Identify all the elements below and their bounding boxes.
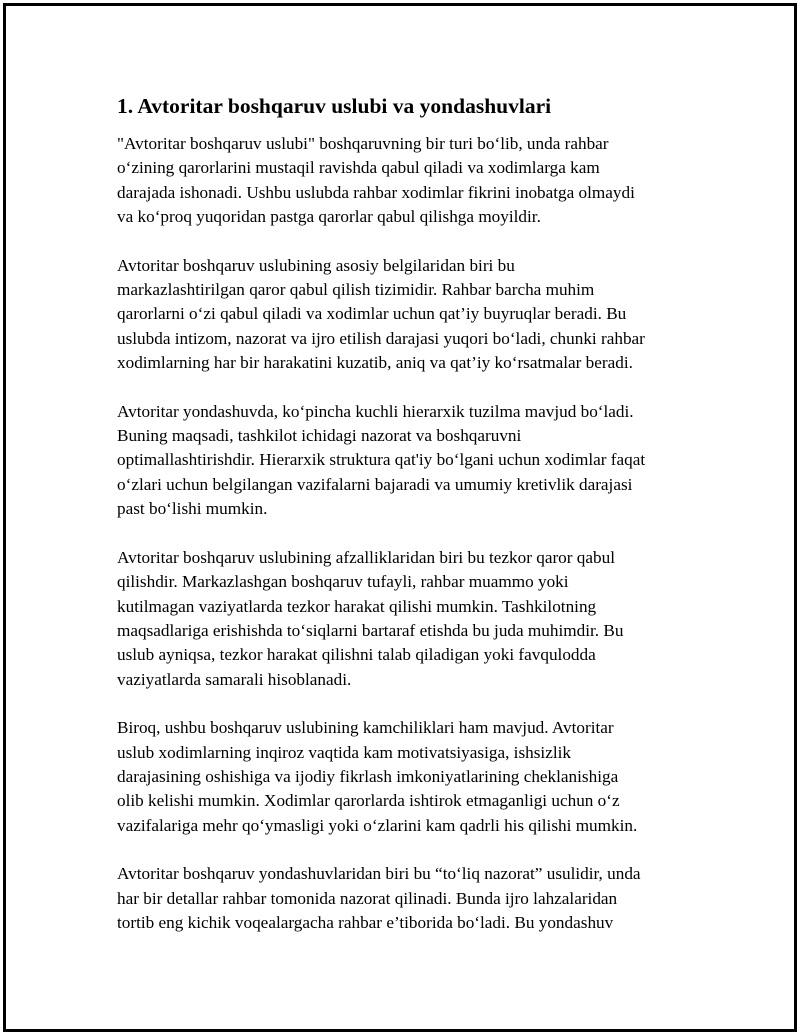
paragraph-3 <box>117 400 697 522</box>
paragraph-1 <box>117 132 697 230</box>
text-line: Buning maqsadi, tashkilot ichidagi nazorat va boshqaruvni <box>117 426 522 446</box>
text-line: Avtoritar boshqaruv yondashuvlaridan biri bu “to‘liq nazorat” usulidir, unda <box>117 864 641 884</box>
text-line: uslubda intizom, nazorat va ijro etilish darajasi yuqori bo‘ladi, chunki rahbar <box>117 328 645 348</box>
text-line: tortib eng kichik voqealargacha rahbar e’tiborida bo‘ladi. Bu yondashuv <box>117 912 614 932</box>
text-line: uslub xodimlarning inqiroz vaqtida kam motivatsiyasiga, ishsizlik <box>117 742 571 762</box>
section-heading: 1. Avtoritar boshqaruv uslubi va yondashuvlari <box>117 94 552 118</box>
text-line: olib kelishi mumkin. Xodimlar qarorlarda ishtirok etmaganligi uchun o‘z <box>117 791 620 811</box>
text-line: vaziyatlarda samarali hisoblanadi. <box>117 669 352 689</box>
text-line: o‘zlari uchun belgilangan vazifalarni bajaradi va umumiy kretivlik darajasi <box>117 474 633 494</box>
text-line: optimallashtirishdir. Hierarxik struktura qat'iy bo‘lgani uchun xodimlar faqat <box>117 450 646 470</box>
text-line: vazifalariga mehr qo‘ymasligi yoki o‘zlarini kam qadrli his qilishi mumkin. <box>117 815 638 835</box>
text-line: kutilmagan vaziyatlarda tezkor harakat qilishi mumkin. Tashkilotning <box>117 596 597 616</box>
paragraph-2 <box>117 254 697 376</box>
text-line: o‘zining qarorlarini mustaqil ravishda qabul qiladi va xodimlarga kam <box>117 158 600 178</box>
paragraph-6 <box>117 862 697 935</box>
text-line: markazlashtirilgan qaror qabul qilish tizimidir. Rahbar barcha muhim <box>117 280 595 300</box>
text-line: maqsadlariga erishishda to‘siqlarni bartaraf etishda bu juda muhimdir. Bu <box>117 620 624 640</box>
text-line: uslub ayniqsa, tezkor harakat qilishni talab qiladigan yoki favqulodda <box>117 645 596 665</box>
text-line: past bo‘lishi mumkin. <box>117 499 268 519</box>
text-line: Avtoritar yondashuvda, ko‘pincha kuchli hierarxik tuzilma mavjud bo‘ladi. <box>117 401 634 421</box>
text-line: har bir detallar rahbar tomonida nazorat qilinadi. Bunda ijro lahzalaridan <box>117 888 618 908</box>
text-line: Avtoritar boshqaruv uslubining asosiy belgilaridan biri bu <box>117 255 515 275</box>
text-line: Biroq, ushbu boshqaruv uslubining kamchiliklari ham mavjud. Avtoritar <box>117 718 614 738</box>
text-line: darajasining oshishiga va ijodiy fikrlash imkoniyatlarining cheklanishiga <box>117 766 619 786</box>
text-line: xodimlarning har bir harakatini kuzatib, aniq va qat’iy ko‘rsatmalar beradi. <box>117 353 633 373</box>
text-line: va ko‘proq yuqoridan pastga qarorlar qabul qilishga moyildir. <box>117 207 541 227</box>
paragraph-5 <box>117 716 697 838</box>
paragraph-4 <box>117 546 697 692</box>
text-line: qilishdir. Markazlashgan boshqaruv tufayli, rahbar muammo yoki <box>117 572 569 592</box>
text-line: qarorlarni o‘zi qabul qiladi va xodimlar uchun qat’iy buyruqlar beradi. Bu <box>117 304 627 324</box>
text-line: "Avtoritar boshqaruv uslubi" boshqaruvning bir turi bo‘lib, unda rahbar <box>117 134 609 153</box>
text-line: Avtoritar boshqaruv uslubining afzalliklaridan biri bu tezkor qaror qabul <box>117 547 615 567</box>
document-body <box>117 92 697 959</box>
text-line: darajada ishonadi. Ushbu uslubda rahbar xodimlar fikrini inobatga olmaydi <box>117 182 635 202</box>
